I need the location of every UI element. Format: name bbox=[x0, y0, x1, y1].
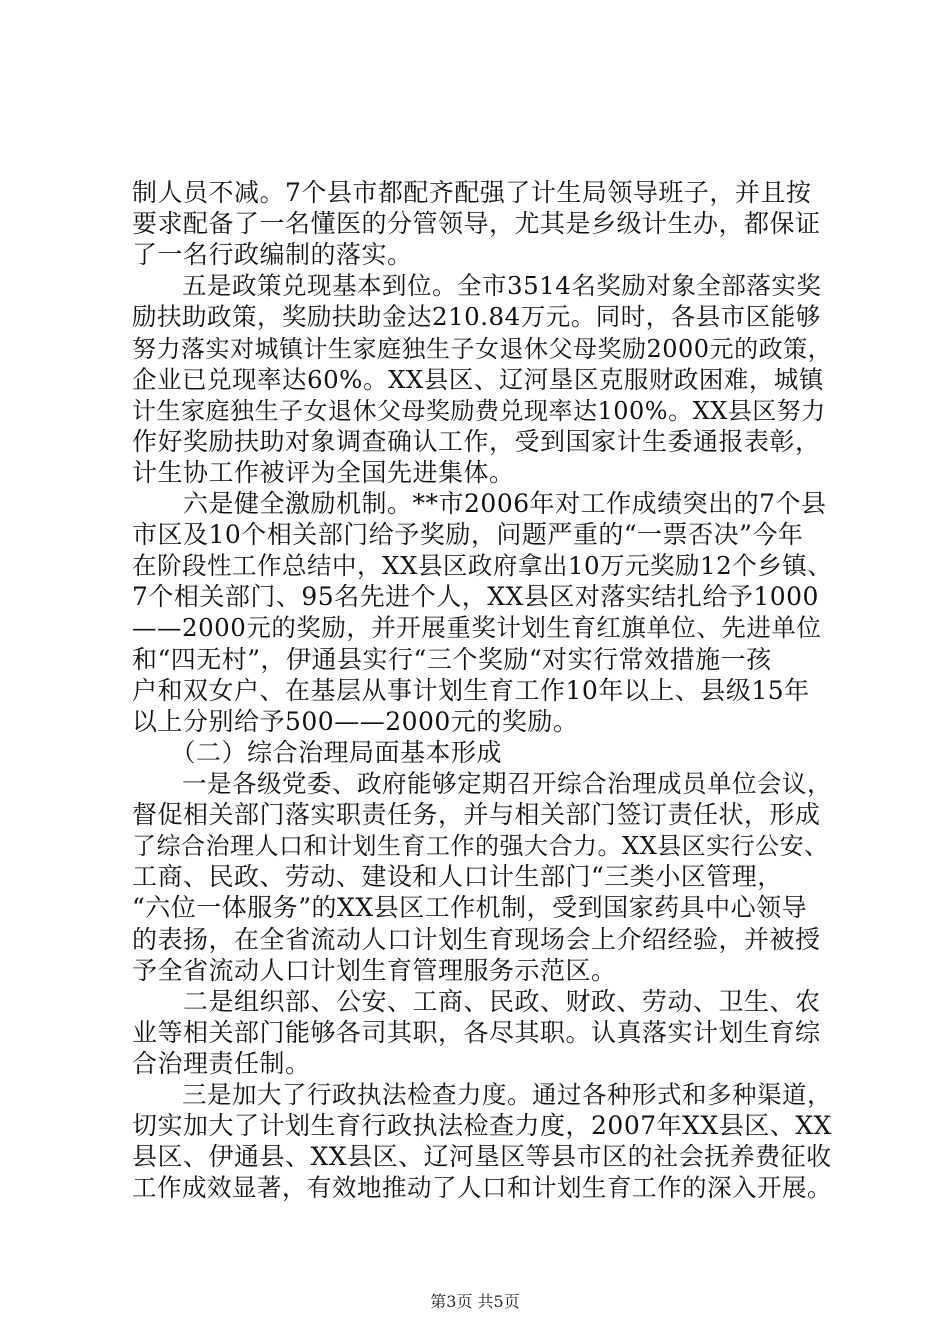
paragraph-line: 县区、伊通县、XX县区、辽河垦区等县市区的社会抚养费征收 bbox=[132, 1142, 832, 1171]
paragraph-line: 计生协工作被评为全国先进集体。 bbox=[132, 458, 515, 487]
paragraph-line: 切实加大了计划生育行政执法检查力度，2007年XX县区、XX bbox=[132, 1111, 832, 1140]
paragraph-line: 六是健全激励机制。**市2006年对工作成绩突出的7个县 bbox=[132, 489, 827, 518]
paragraph-line: 作好奖励扶助对象调查确认工作，受到国家计生委通报表彰， bbox=[132, 427, 821, 456]
paragraph-line: 业等相关部门能够各司其职，各尽其职。认真落实计划生育综 bbox=[132, 1018, 821, 1047]
paragraph-line: 要求配备了一名懂医的分管领导，尤其是乡级计生办，都保证 bbox=[132, 209, 821, 238]
paragraph-line: 励扶助政策，奖励扶助金达210.84万元。同时，各县市区能够 bbox=[132, 302, 821, 331]
paragraph-line: 的表扬，在全省流动人口计划生育现场会上介绍经验，并被授 bbox=[132, 925, 821, 954]
paragraph-line: 予全省流动人口计划生育管理服务示范区。 bbox=[132, 956, 617, 985]
paragraph-line: 企业已兑现率达60%。XX县区、辽河垦区克服财政困难，城镇 bbox=[132, 365, 824, 394]
paragraph-line: 工商、民政、劳动、建设和人口计生部门“三类小区管理， bbox=[132, 862, 783, 891]
paragraph-line: 二是组织部、公安、工商、民政、财政、劳动、卫生、农 bbox=[132, 987, 821, 1016]
paragraph-line: 努力落实对城镇计生家庭独生子女退休父母奖励2000元的政策， bbox=[132, 335, 833, 363]
paragraph-line: “六位一体服务”的XX县区工作机制，受到国家药具中心领导 bbox=[132, 893, 808, 922]
paragraph-line: 督促相关部门落实职责任务，并与相关部门签订责任状，形成 bbox=[132, 800, 821, 829]
paragraph-line: 一是各级党委、政府能够定期召开综合治理成员单位会议， bbox=[132, 769, 832, 798]
paragraph-line: 以上分别给予500——2000元的奖励。 bbox=[132, 707, 579, 736]
paragraph-line: 制人员不减。7个县市都配齐配强了计生局领导班子，并且按 bbox=[132, 178, 812, 207]
paragraph-line: 了一名行政编制的落实。 bbox=[132, 240, 413, 269]
paragraph-line: 三是加大了行政执法检查力度。通过各种形式和多种渠道， bbox=[132, 1080, 832, 1109]
paragraph-line: 五是政策兑现基本到位。全市3514名奖励对象全部落实奖 bbox=[132, 271, 822, 300]
paragraph-line: 计生家庭独生子女退休父母奖励费兑现率达100%。XX县区努力 bbox=[132, 397, 826, 425]
paragraph-line: 工作成效显著，有效地推动了人口和计划生育工作的深入开展。 bbox=[132, 1173, 832, 1202]
section-heading: （二）综合治理局面基本形成 bbox=[132, 738, 503, 767]
paragraph-line: 合治理责任制。 bbox=[132, 1049, 311, 1078]
page-footer: 第3页 共5页 bbox=[430, 1292, 520, 1311]
paragraph-line: 户和双女户、在基层从事计划生育工作10年以上、县级15年 bbox=[132, 676, 810, 705]
paragraph-line: 在阶段性工作总结中，XX县区政府拿出10万元奖励12个乡镇、 bbox=[132, 551, 833, 580]
paragraph-line: 7个相关部门、95名先进个人，XX县区对落实结扎给予1000 bbox=[132, 582, 819, 611]
paragraph-line: ——2000元的奖励，并开展重奖计划生育红旗单位、先进单位 bbox=[132, 613, 822, 642]
paragraph-line: 了综合治理人口和计划生育工作的强大合力。XX县区实行公安、 bbox=[132, 832, 829, 860]
paragraph-line: 市区及10个相关部门给予奖励，问题严重的“一票否决”今年 bbox=[132, 520, 804, 549]
paragraph-line: 和“四无村”，伊通县实行“三个奖励“对实行常效措施一孩 bbox=[132, 645, 772, 674]
